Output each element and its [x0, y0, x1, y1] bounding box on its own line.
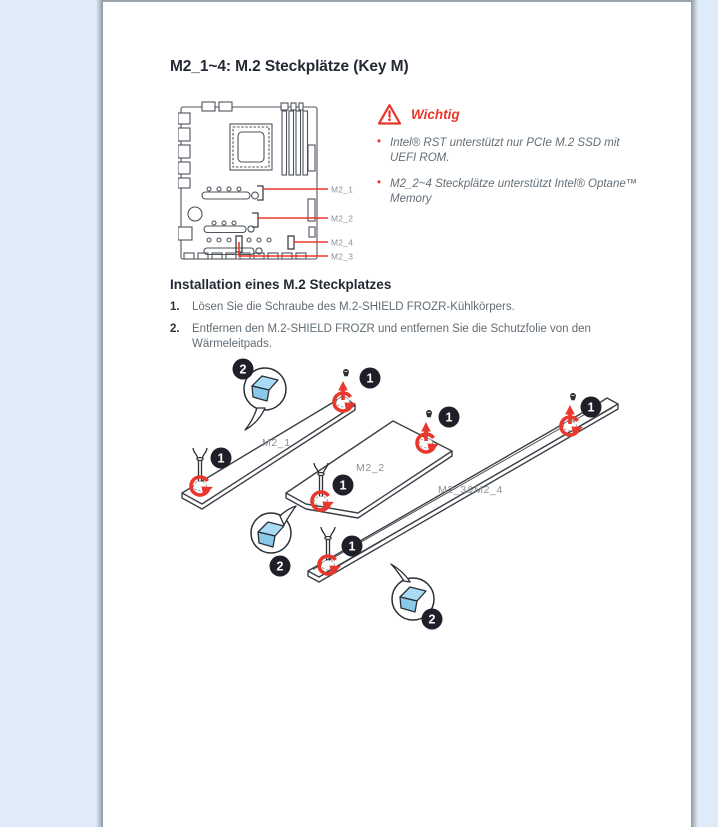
figure-label-m2-1: M2_1	[262, 437, 291, 449]
motherboard-diagram	[178, 99, 363, 269]
m2-connectors	[236, 186, 294, 252]
label-m2-1: M2_1	[331, 184, 354, 195]
page-title: M2_1~4: M.2 Steckplätze (Key M)	[170, 58, 409, 75]
warning-bullet: • Intel® RST unterstützt nur PCIe M.2 SSD mit UEFI ROM.	[377, 136, 639, 167]
label-m2-2: M2_2	[331, 213, 354, 224]
svg-text:1: 1	[348, 539, 356, 554]
board-outline	[181, 107, 317, 259]
step-text: Entfernen den M.2-SHIELD FROZR und entfernen Sie die Schutzfolie von den Wärmeleitpads.	[192, 323, 591, 351]
warning-title: Wichtig	[411, 107, 460, 122]
install-steps	[170, 300, 648, 360]
heatsink-removal-diagram	[180, 355, 650, 655]
svg-text:1: 1	[217, 451, 225, 466]
cpu-socket	[230, 124, 272, 170]
manual-page	[103, 0, 691, 827]
warning-bullet: • M2_2~4 Steckplätze unterstützt Intel® Optane™ Memory	[377, 177, 639, 208]
svg-text:2: 2	[239, 362, 247, 377]
step-number: 2.	[170, 323, 180, 336]
figure-label-m2-3-4: M2_3&M2_4	[438, 484, 503, 496]
badge-step-1	[581, 397, 602, 418]
warning-list	[377, 136, 639, 207]
badge-step-1	[333, 475, 354, 496]
badge-step-2	[233, 359, 254, 380]
figure-label-m2-2: M2_2	[356, 462, 385, 474]
svg-text:2: 2	[276, 559, 284, 574]
label-m2-4: M2_4	[331, 237, 354, 248]
film-callout	[244, 368, 286, 430]
label-m2-3: M2_3	[331, 251, 354, 262]
step-item	[170, 300, 648, 315]
step-number: 1.	[170, 301, 180, 313]
page-left-shadow	[96, 0, 103, 827]
film-callout	[251, 506, 296, 553]
svg-text:1: 1	[366, 371, 374, 386]
page-right-shadow	[691, 0, 698, 827]
badge-step-2	[422, 609, 443, 630]
badge-step-1	[211, 448, 232, 469]
standoff-holes	[207, 187, 271, 242]
svg-text:1: 1	[339, 478, 347, 493]
step-text: Lösen Sie die Schraube des M.2-SHIELD FROZR-Kühlkörpers.	[192, 301, 515, 313]
svg-text:2: 2	[428, 612, 436, 627]
badge-step-1	[342, 536, 363, 557]
battery	[188, 207, 202, 221]
important-notice	[377, 103, 639, 217]
step-item	[170, 322, 648, 352]
warning-triangle-icon	[377, 103, 402, 126]
badge-step-2	[270, 556, 291, 577]
badge-step-1	[360, 368, 381, 389]
svg-text:1: 1	[445, 410, 453, 425]
dimm-slots	[282, 111, 308, 175]
badge-step-1	[439, 407, 460, 428]
install-heading: Installation eines M.2 Steckplatzes	[170, 277, 392, 292]
svg-text:1: 1	[587, 400, 595, 415]
